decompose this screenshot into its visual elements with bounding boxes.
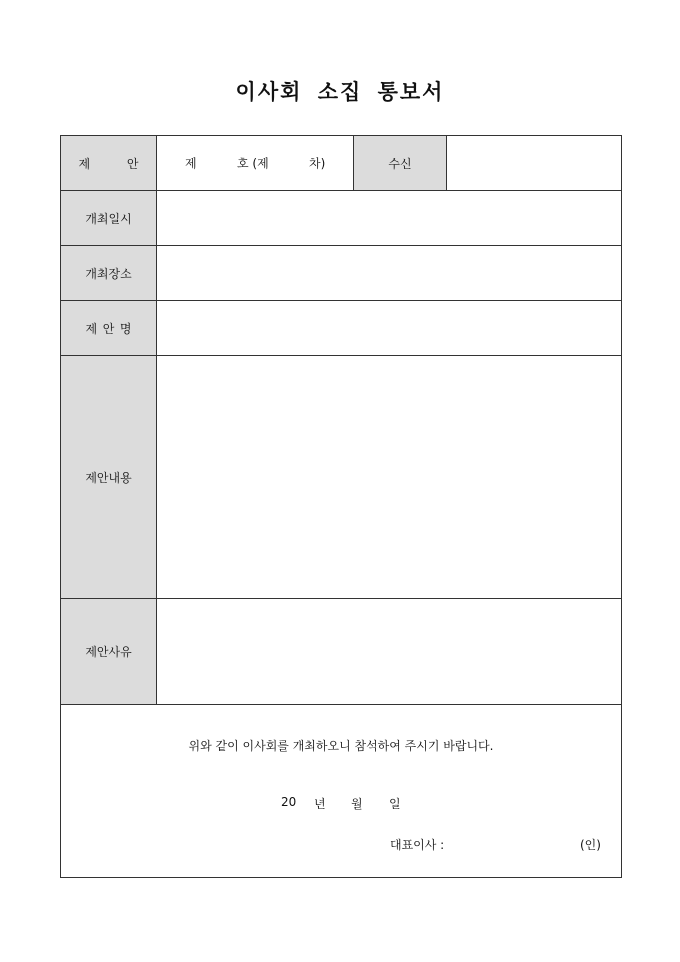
- place-value-cell[interactable]: [157, 246, 622, 301]
- place-label: 개최장소: [85, 266, 132, 281]
- document-title: 이사회 소집 통보서: [235, 79, 445, 104]
- proposal-number-cell[interactable]: [157, 136, 354, 191]
- proposal-no-suffix: 호 (제: [237, 156, 269, 171]
- recipient-label-cell: [354, 136, 447, 191]
- content-label: 제안내용: [85, 470, 132, 485]
- proposal-round-suffix: 차): [309, 156, 326, 171]
- proposal-row: [61, 136, 622, 191]
- reason-row: [61, 599, 622, 705]
- proposal-label-char1: 제: [78, 156, 91, 171]
- footer-cell: [61, 705, 622, 878]
- reason-label: 제안사유: [85, 645, 132, 659]
- representative-label: 대표이사 :: [390, 838, 445, 852]
- notice-text: 위와 같이 이사회를 개최하오니 참석하여 주시기 바랍니다.: [188, 739, 494, 753]
- reason-label-cell: [61, 599, 157, 705]
- place-label-cell: [61, 246, 157, 301]
- date-year: 년: [314, 797, 326, 811]
- proposal-name-value-cell[interactable]: [157, 301, 622, 356]
- proposal-label-cell: [61, 136, 157, 191]
- date-day: 일: [389, 797, 401, 811]
- reason-value-cell[interactable]: [157, 599, 622, 705]
- place-row: [61, 246, 622, 301]
- datetime-row: [61, 191, 622, 246]
- proposal-name-char1: 제: [85, 321, 98, 336]
- footer-row: [61, 705, 622, 878]
- proposal-name-label-cell: [61, 301, 157, 356]
- datetime-label: 개최일시: [85, 211, 132, 226]
- proposal-no-prefix: 제: [185, 156, 197, 171]
- recipient-value-cell[interactable]: [447, 136, 622, 191]
- proposal-name-label: [86, 320, 132, 337]
- proposal-label: [79, 155, 139, 172]
- content-label-cell: [61, 356, 157, 599]
- notice-form-table: [60, 135, 622, 878]
- datetime-value-cell[interactable]: [157, 191, 622, 246]
- date-month: 월: [351, 797, 363, 811]
- proposal-name-char2: 안: [102, 321, 115, 336]
- date-year-prefix: 20: [281, 795, 297, 809]
- proposal-name-char3: 명: [119, 321, 132, 336]
- seal-mark: (인): [580, 838, 601, 852]
- content-row: [61, 356, 622, 599]
- recipient-label: 수신: [388, 156, 412, 171]
- proposal-label-char2: 안: [126, 156, 139, 171]
- content-value-cell[interactable]: [157, 356, 622, 599]
- datetime-label-cell: [61, 191, 157, 246]
- proposal-name-row: [61, 301, 622, 356]
